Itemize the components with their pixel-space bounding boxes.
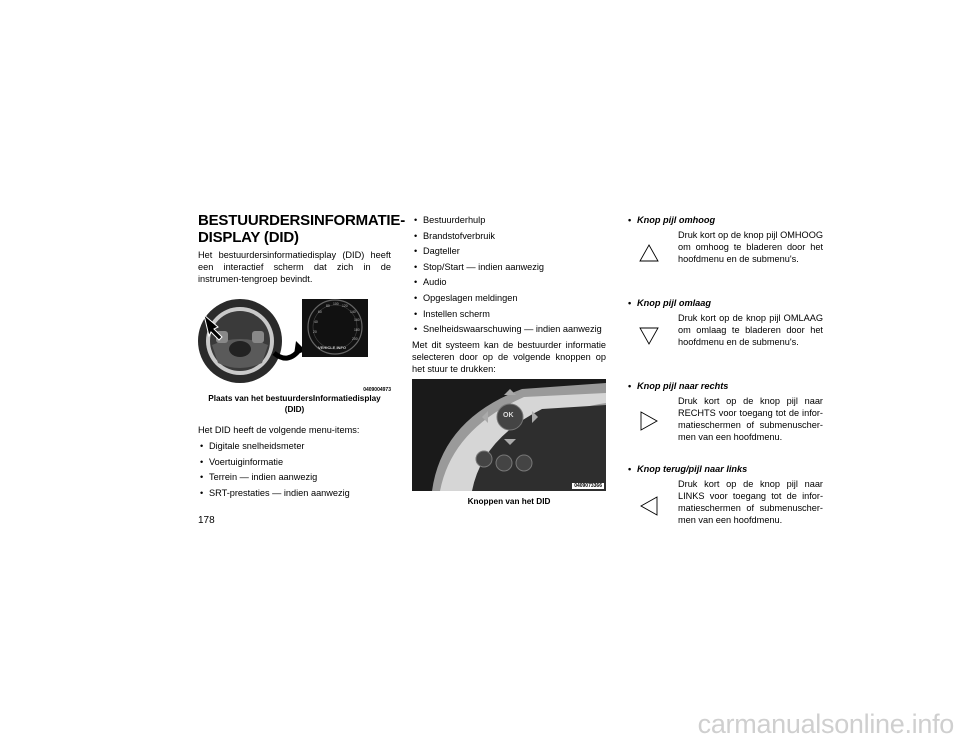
svg-text:120: 120 bbox=[342, 304, 348, 308]
triangle-down-icon bbox=[638, 325, 660, 347]
list-item: • Stop/Start — indien aanwezig bbox=[412, 261, 606, 273]
svg-text:200: 200 bbox=[352, 337, 358, 341]
button-heading: • Knop pijl omhoog bbox=[626, 214, 826, 226]
triangle-left-icon bbox=[638, 495, 660, 517]
list-item: • Brandstofverbruik bbox=[412, 230, 606, 242]
steering-buttons-illustration bbox=[412, 379, 606, 491]
svg-text:20: 20 bbox=[313, 330, 317, 334]
figure-caption: Plaats van het bestuurdersInformatiedisplay (DID) bbox=[208, 394, 381, 414]
left-column bbox=[198, 212, 405, 502]
ok-button-label: OK bbox=[503, 411, 514, 419]
list-item: • Instellen scherm bbox=[412, 308, 606, 320]
button-heading: • Knop terug/pijl naar links bbox=[626, 463, 826, 475]
menu-items-list-1 bbox=[198, 440, 391, 499]
did-location-figure bbox=[198, 293, 391, 393]
button-section-right bbox=[626, 380, 826, 454]
section-title: BESTUURDERSINFORMATIE- DISPLAY (DID) bbox=[198, 212, 405, 246]
right-column bbox=[626, 214, 826, 533]
list-item: • Terrein — indien aanwezig bbox=[198, 471, 391, 483]
watermark: carmanualsonline.info bbox=[697, 709, 954, 739]
button-section-down bbox=[626, 297, 826, 371]
svg-text:80: 80 bbox=[326, 304, 330, 308]
list-item: • Snelheidswaarschuwing — indien aanwezig bbox=[412, 323, 606, 335]
button-section-up bbox=[626, 214, 826, 288]
menu-items-list-2 bbox=[412, 214, 606, 335]
list-item: • Dagteller bbox=[412, 245, 606, 257]
did-buttons-figure bbox=[412, 379, 606, 491]
svg-text:180: 180 bbox=[354, 328, 360, 332]
svg-text:160: 160 bbox=[354, 318, 360, 322]
figure-code: 0409073366 bbox=[574, 482, 602, 489]
steering-wheel-cluster-illustration bbox=[198, 293, 391, 393]
list-item: • Voertuiginformatie bbox=[198, 456, 391, 468]
list-item: • Digitale snelheidsmeter bbox=[198, 440, 391, 452]
page-number: 178 bbox=[198, 515, 215, 526]
button-heading: • Knop pijl naar rechts bbox=[626, 380, 826, 392]
button-heading: • Knop pijl omlaag bbox=[626, 297, 826, 309]
svg-text:40: 40 bbox=[314, 320, 318, 324]
cluster-screen-text: VEHICLE INFO bbox=[318, 345, 347, 350]
svg-text:140: 140 bbox=[350, 310, 356, 314]
buttons-intro: Met dit systeem kan de bestuurder informatie selecteren door op de volgende knoppen op het stuur te drukken: bbox=[412, 339, 606, 374]
svg-text:60: 60 bbox=[318, 310, 322, 314]
list-item: • SRT-prestaties — indien aanwezig bbox=[198, 487, 391, 499]
triangle-up-icon bbox=[638, 242, 660, 264]
button-description: Druk kort op de knop pijl OMLAAG om omlaag te bladeren door het hoofdmenu en de submenu's. bbox=[678, 313, 823, 347]
triangle-right-icon bbox=[638, 410, 660, 432]
button-section-left bbox=[626, 463, 826, 533]
svg-text:100: 100 bbox=[333, 302, 339, 306]
list-item: • Audio bbox=[412, 276, 606, 288]
figure-code: 0409004973 bbox=[363, 387, 391, 393]
list-item: • Opgeslagen meldingen bbox=[412, 292, 606, 304]
button-description: Druk kort op de knop pijl OMHOOG om omhoog te bladeren door het hoofdmenu en de submenu's. bbox=[678, 230, 823, 264]
figure-caption: Knoppen van het DID bbox=[467, 496, 551, 506]
button-description: Druk kort op de knop pijl naar RECHTS voor toegang tot de infor-matieschermen of submenuscher-men van een hoofdmenu. bbox=[678, 396, 823, 442]
middle-column bbox=[412, 212, 606, 507]
intro-paragraph: Het bestuurdersinformatiedisplay (DID) heeft een interactief scherm dat zich in de instrumen-tengroep bevindt. bbox=[198, 250, 391, 284]
button-description: Druk kort op de knop pijl naar LINKS voor toegang tot de infor-matieschermen of submenuscher-men van een hoofdmenu. bbox=[678, 479, 823, 525]
menu-intro: Het DID heeft de volgende menu-items: bbox=[198, 425, 360, 435]
list-item: • Bestuurderhulp bbox=[412, 214, 606, 226]
